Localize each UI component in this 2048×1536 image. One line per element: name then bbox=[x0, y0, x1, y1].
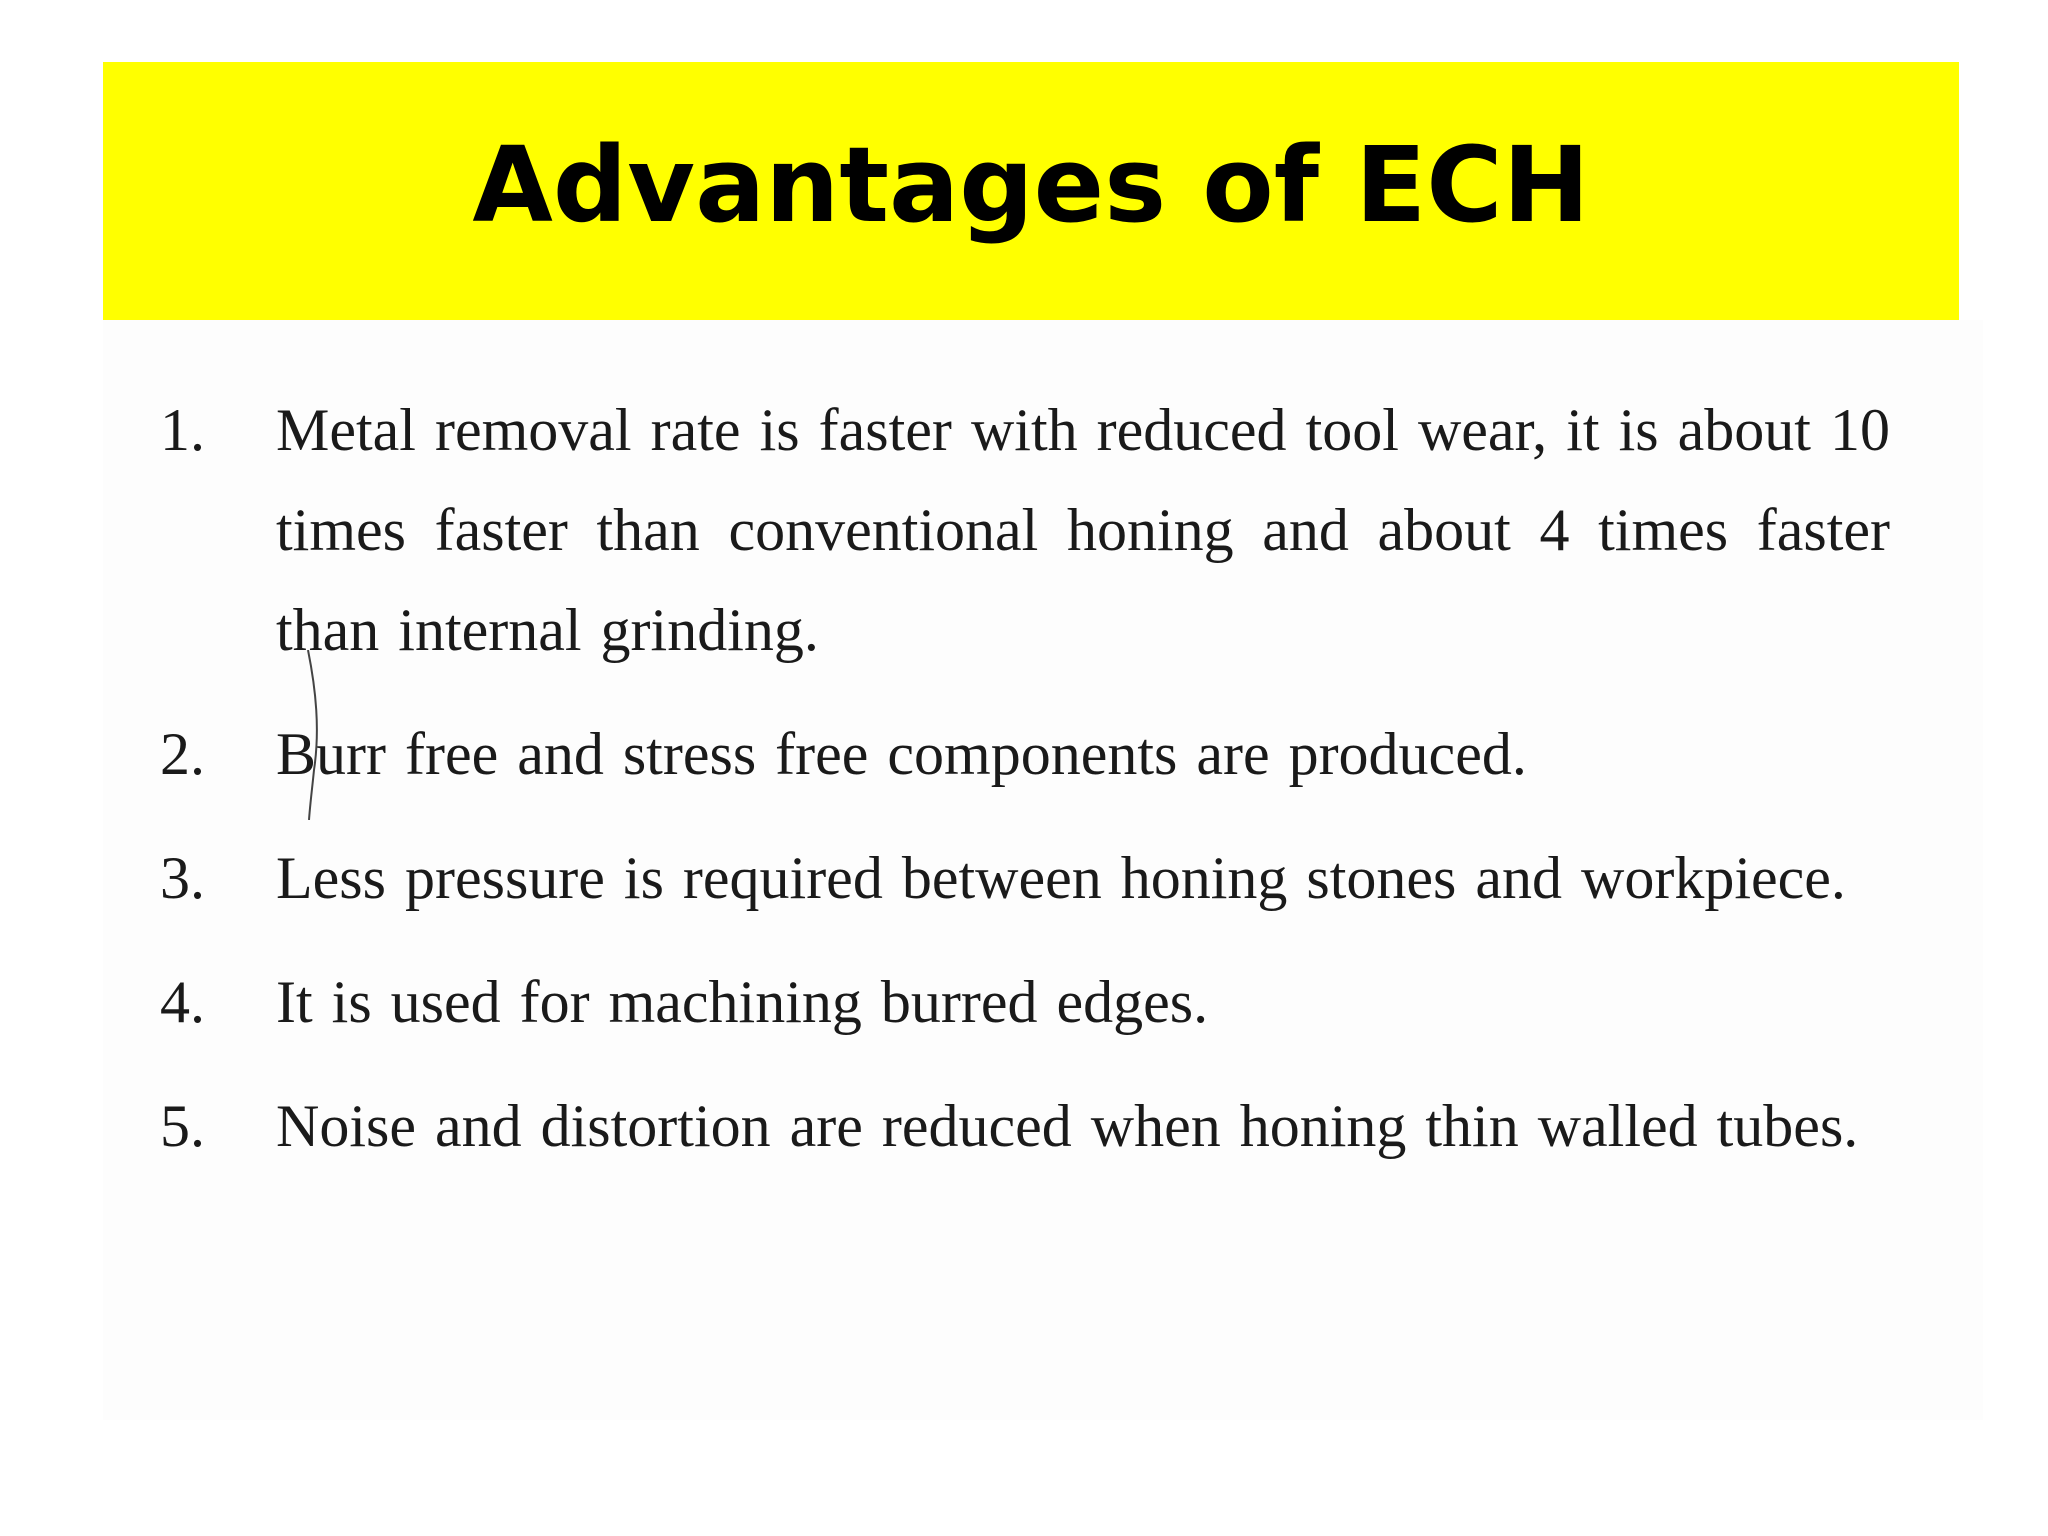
item-text: It is used for machining burred edges. bbox=[276, 969, 1209, 1035]
item-number: 4. bbox=[160, 969, 205, 1035]
item-number: 2. bbox=[160, 721, 205, 787]
item-text: Metal removal rate is faster with reduced tool wear, it is about 10 times faster than conventional honing and about 4 times faster than internal grinding. bbox=[276, 397, 1890, 663]
list-item bbox=[160, 704, 1890, 804]
advantages-list bbox=[160, 380, 1890, 1176]
item-number: 3. bbox=[160, 845, 205, 911]
list-item bbox=[160, 380, 1890, 680]
item-number: 1. bbox=[160, 397, 205, 463]
list-item bbox=[160, 1076, 1890, 1176]
item-text: Burr free and stress free components are produced. bbox=[276, 721, 1527, 787]
item-text: Less pressure is required between honing stones and workpiece. bbox=[276, 845, 1846, 911]
list-item bbox=[160, 952, 1890, 1052]
item-number: 5. bbox=[160, 1093, 205, 1159]
list-item bbox=[160, 828, 1890, 928]
title-banner bbox=[103, 62, 1959, 320]
pen-stroke-mark bbox=[300, 650, 330, 820]
item-text: Noise and distortion are reduced when honing thin walled tubes. bbox=[276, 1093, 1859, 1159]
slide-title: Advantages of ECH bbox=[472, 124, 1590, 246]
